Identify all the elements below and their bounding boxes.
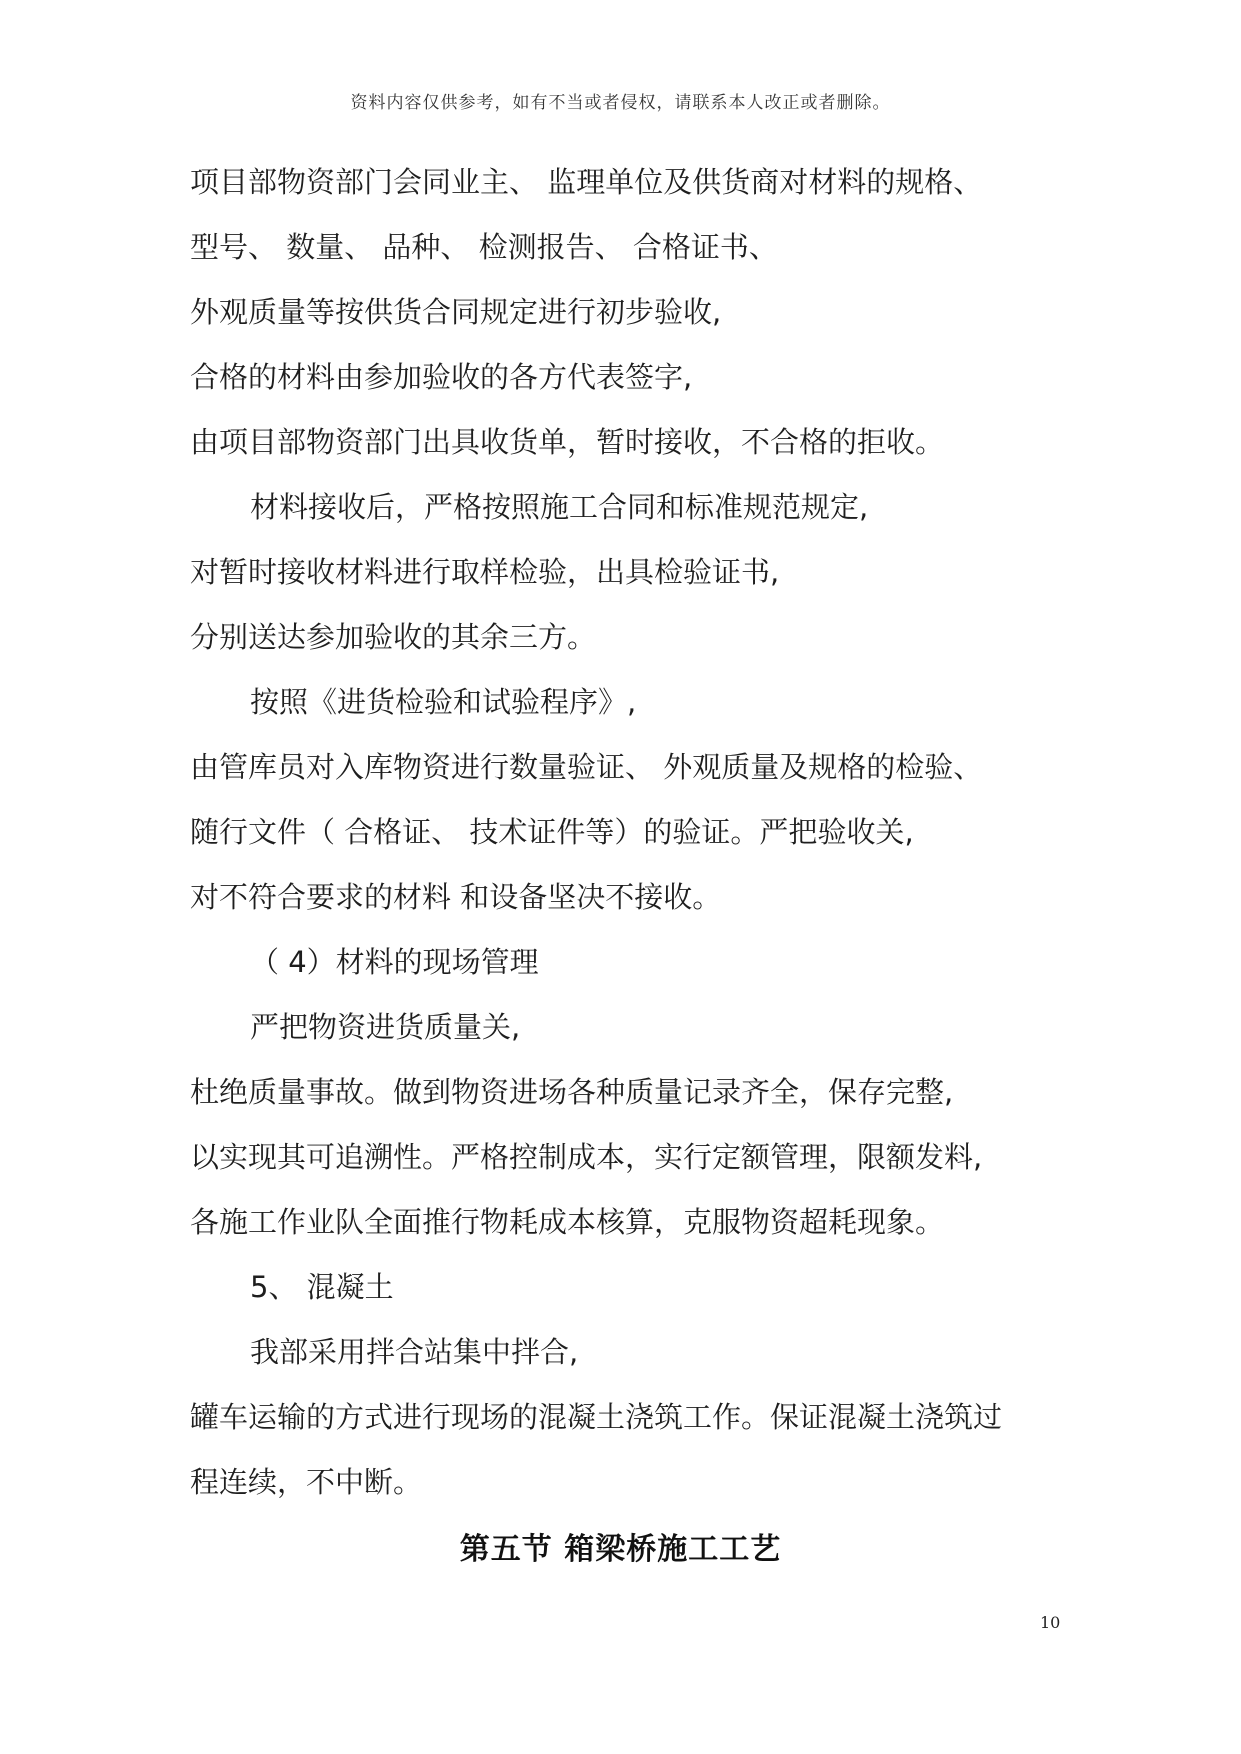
paragraph-line: 项目部物资部门会同业主、 监理单位及供货商对材料的规格、: [190, 165, 983, 199]
paragraph-line: 随行文件（ 合格证、 技术证件等）的验证。严把验收关,: [190, 815, 914, 849]
paragraph-line: 由项目部物资部门出具收货单，暂时接收，不合格的拒收。: [190, 425, 945, 459]
paragraph-line: 严把物资进货质量关,: [250, 1010, 521, 1044]
body-text: [190, 162, 1060, 1527]
paragraph-line: 合格的材料由参加验收的各方代表签字,: [190, 360, 693, 394]
paragraph-line: 杜绝质量事故。做到物资进场各种质量记录齐全，保存完整,: [190, 1075, 954, 1109]
page-number: 10: [1040, 1613, 1061, 1632]
paragraph-line: 型号、 数量、 品种、 检测报告、 合格证书、: [190, 230, 778, 264]
paragraph-line: 外观质量等按供货合同规定进行初步验收,: [190, 295, 722, 329]
paragraph-line: 我部采用拌合站集中拌合,: [250, 1335, 579, 1369]
paragraph-line: 对暂时接收材料进行取样检验，出具检验证书,: [190, 555, 780, 589]
paragraph-line: 以实现其可追溯性。严格控制成本，实行定额管理，限额发料,: [190, 1140, 983, 1174]
paragraph-line: 分别送达参加验收的其余三方。: [190, 620, 597, 654]
paragraph-line: 由管库员对入库物资进行数量验证、 外观质量及规格的检验、: [190, 750, 983, 784]
subheading-line: 5、 混凝土: [250, 1270, 394, 1304]
paragraph-line: 罐车运输的方式进行现场的混凝土浇筑工作。保证混凝土浇筑过: [190, 1400, 1003, 1434]
header-disclaimer: 资料内容仅供参考，如有不当或者侵权，请联系本人改正或者删除。: [350, 93, 891, 113]
paragraph-line: 按照《进货检验和试验程序》,: [250, 685, 637, 719]
paragraph-line: 程连续，不中断。: [190, 1465, 423, 1499]
paragraph-line: 各施工作业队全面推行物耗成本核算，克服物资超耗现象。: [190, 1205, 945, 1239]
paragraph-line: 材料接收后，严格按照施工合同和标准规范规定,: [250, 490, 869, 524]
paragraph-line: 对不符合要求的材料 和设备坚决不接收。: [190, 880, 722, 914]
subheading-line: （ 4）材料的现场管理: [250, 945, 539, 979]
section-title: 第五节 箱梁桥施工工艺: [459, 1532, 782, 1567]
